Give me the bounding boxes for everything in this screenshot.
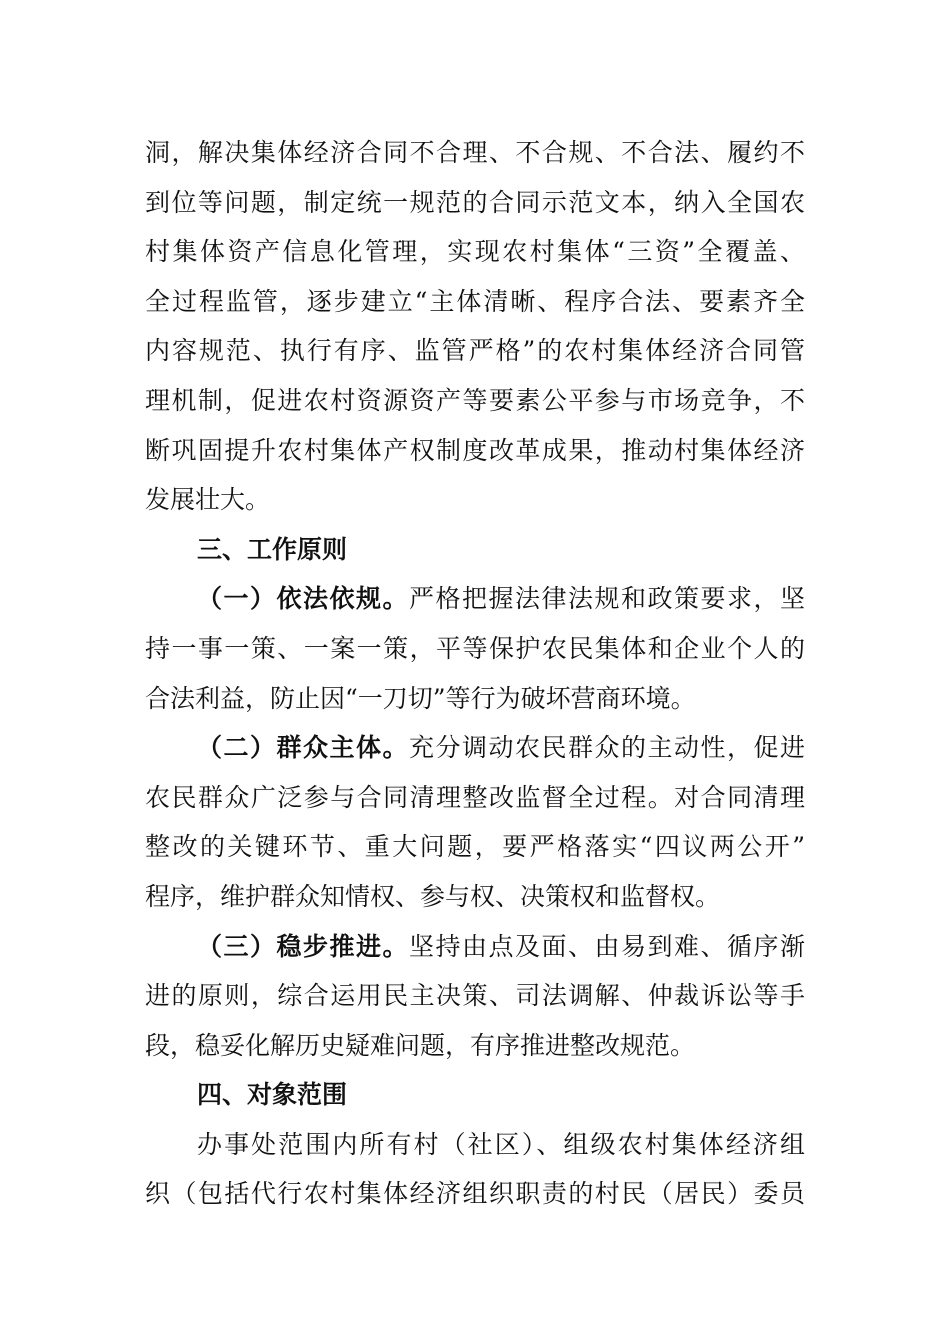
text-line: 织（包括代行农村集体经济组织职责的村民（居民）委员 <box>145 1179 805 1209</box>
item-title: （三）稳步推进。 <box>197 931 409 961</box>
text-line: 断巩固提升农村集体产权制度改革成果，推动村集体经济 <box>145 435 805 465</box>
item-title: （二）群众主体。 <box>197 733 409 763</box>
text-line: 理机制，促进农村资源资产等要素公平参与市场竞争，不 <box>145 385 805 415</box>
text-line: 农民群众广泛参与合同清理整改监督全过程。对合同清理 <box>145 782 805 812</box>
principle-item-2 <box>145 723 805 921</box>
text-line: 村集体资产信息化管理，实现农村集体“三资”全覆盖、 <box>145 237 805 267</box>
text-line: 整改的关键环节、重大问题，要严格落实“四议两公开” <box>145 832 805 862</box>
text-line <box>145 574 805 624</box>
text-line <box>145 723 805 773</box>
principle-item-3 <box>145 922 805 1071</box>
text-line: 洞，解决集体经济合同不合理、不合规、不合法、履约不 <box>145 138 805 167</box>
document-page <box>145 128 805 1219</box>
text-line: 内容规范、执行有序、监管严格”的农村集体经济合同管 <box>145 336 805 366</box>
intro-paragraph <box>145 128 805 525</box>
section-heading-principles: 三、工作原则 <box>197 534 348 564</box>
item-title: （一）依法依规。 <box>197 584 409 614</box>
scope-paragraph <box>145 1120 805 1219</box>
text-line: 程序，维护群众知情权、参与权、决策权和监督权。 <box>145 881 721 911</box>
text-line: 进的原则，综合运用民主决策、司法调解、仲裁诉讼等手 <box>145 981 805 1011</box>
item-text: 充分调动农民群众的主动性，促进 <box>409 733 805 763</box>
section-heading-scope: 四、对象范围 <box>197 1080 348 1110</box>
text-line: 段，稳妥化解历史疑难问题，有序推进整改规范。 <box>145 1030 696 1060</box>
item-text: 严格把握法律法规和政策要求，坚 <box>409 584 805 614</box>
text-line: 全过程监管，逐步建立“主体清晰、程序合法、要素齐全 <box>145 286 805 316</box>
text-line: 发展壮大。 <box>145 485 271 515</box>
text-line: 办事处范围内所有村（社区）、组级农村集体经济组 <box>197 1129 805 1159</box>
text-line <box>145 922 805 972</box>
text-line: 合法利益，防止因“一刀切”等行为破坏营商环境。 <box>145 683 696 713</box>
text-line: 持一事一策、一案一策，平等保护农民集体和企业个人的 <box>145 633 805 663</box>
principle-item-1 <box>145 574 805 723</box>
item-text: 坚持由点及面、由易到难、循序渐 <box>409 931 805 961</box>
text-line: 到位等问题，制定统一规范的合同示范文本，纳入全国农 <box>145 187 805 217</box>
